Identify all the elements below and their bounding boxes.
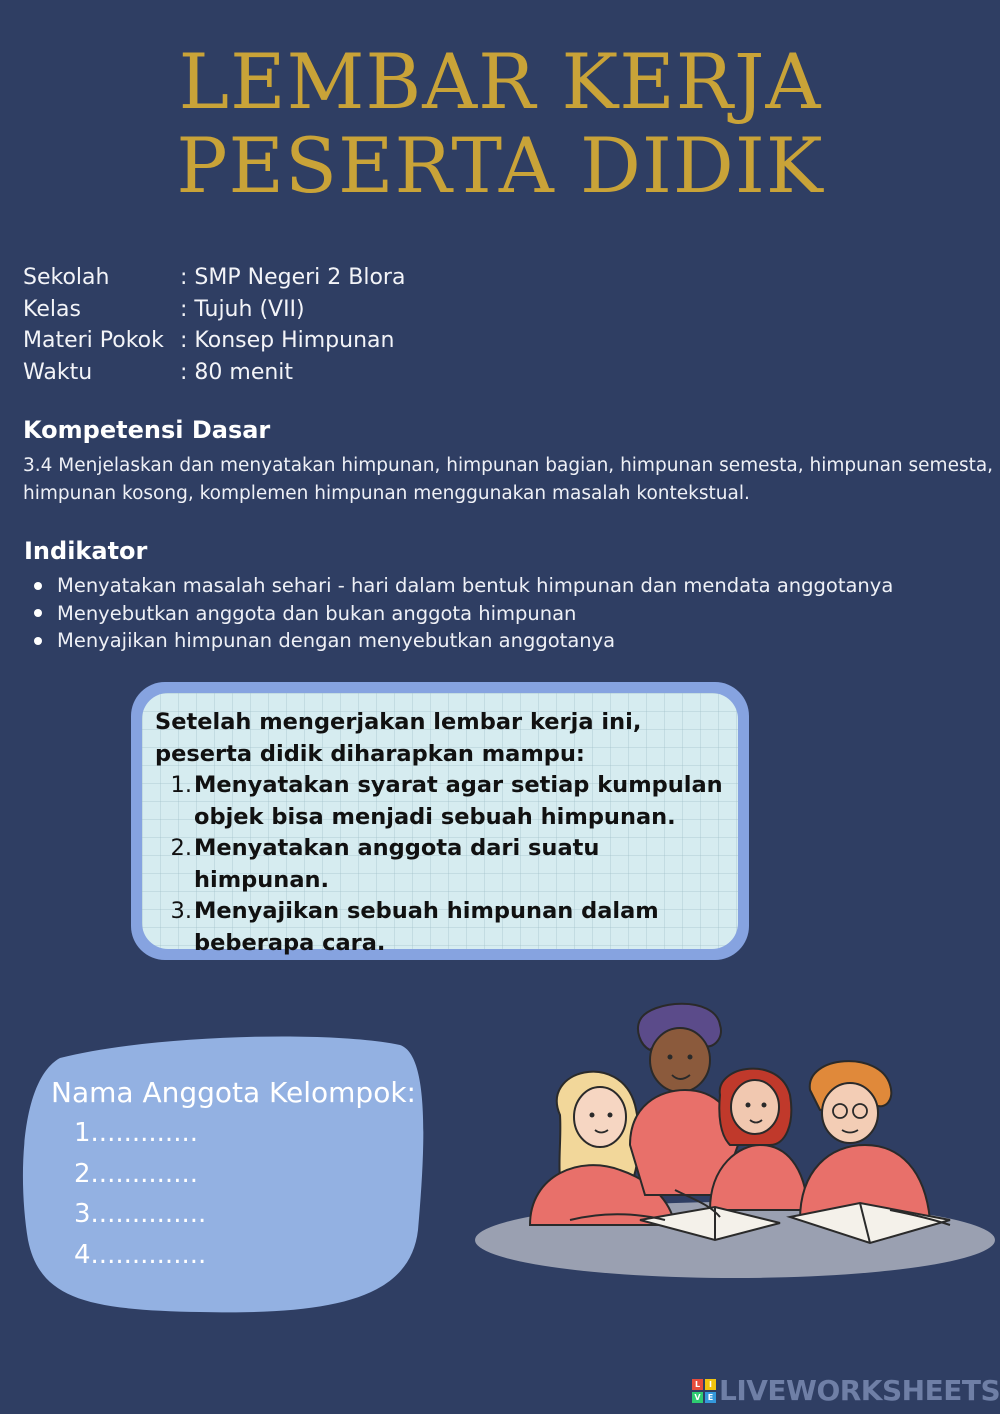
list-item-text: Menyebutkan anggota dan bukan anggota himpunan	[57, 601, 577, 625]
title-line-1: LEMBAR KERJA	[178, 37, 822, 126]
info-value: : 80 menit	[180, 359, 294, 385]
kompetensi-line-1: 3.4 Menjelaskan dan menyatakan himpunan, himpunan bagian, himpunan semesta, himpunan semesta,	[23, 455, 994, 476]
member-slot-2[interactable]: 2.............	[74, 1158, 198, 1189]
liveworksheets-logo-icon	[692, 1379, 716, 1403]
kompetensi-heading: Kompetensi Dasar	[23, 416, 271, 444]
watermark-text: LIVEWORKSHEETS	[719, 1374, 1000, 1407]
info-value: : Konsep Himpunan	[180, 328, 395, 353]
logo-letter: I	[705, 1379, 716, 1390]
goals-intro: Setelah mengerjakan lembar kerja ini, peserta didik diharapkan mampu:	[155, 709, 642, 767]
info-label: Sekolah	[23, 265, 110, 290]
goal-text: Menyatakan anggota dari suatu himpunan.	[194, 835, 600, 893]
info-label: Kelas	[23, 296, 81, 322]
logo-letter: V	[692, 1392, 703, 1403]
member-slot-3[interactable]: 3..............	[74, 1199, 207, 1229]
info-value: : SMP Negeri 2 Blora	[180, 265, 406, 290]
title-line-2: PESERTA DIDIK	[176, 121, 824, 210]
list-item-text: Menyatakan masalah sehari - hari dalam bentuk himpunan dan mendata anggotanya	[57, 574, 894, 597]
goal-number: 1.	[170, 772, 192, 798]
kompetensi-line-2: himpunan kosong, komplemen himpunan menggunakan masalah kontekstual.	[23, 482, 750, 504]
goal-text: Menyajikan sebuah himpunan dalam beberapa cara.	[194, 898, 659, 956]
group-members-heading: Nama Anggota Kelompok:	[51, 1076, 416, 1109]
info-value: : Tujuh (VII)	[180, 296, 305, 322]
member-slot-1[interactable]: 1.............	[74, 1118, 198, 1148]
goal-text: Menyatakan syarat agar setiap kumpulan objek bisa menjadi sebuah himpunan.	[194, 772, 723, 830]
indikator-heading: Indikator	[24, 537, 148, 565]
liveworksheets-watermark	[692, 1374, 1000, 1407]
info-label: Materi Pokok	[23, 328, 164, 353]
goal-number: 3.	[170, 898, 192, 924]
logo-letter: L	[692, 1379, 703, 1390]
info-label: Waktu	[23, 359, 93, 385]
students-studying-illustration	[470, 995, 1000, 1295]
list-item-text: Menyajikan himpunan dengan menyebutkan anggotanya	[57, 629, 616, 652]
goal-number: 2.	[170, 835, 192, 861]
group-members-list	[74, 1118, 206, 1280]
logo-letter: E	[705, 1392, 716, 1403]
member-slot-4[interactable]: 4..............	[74, 1239, 207, 1270]
